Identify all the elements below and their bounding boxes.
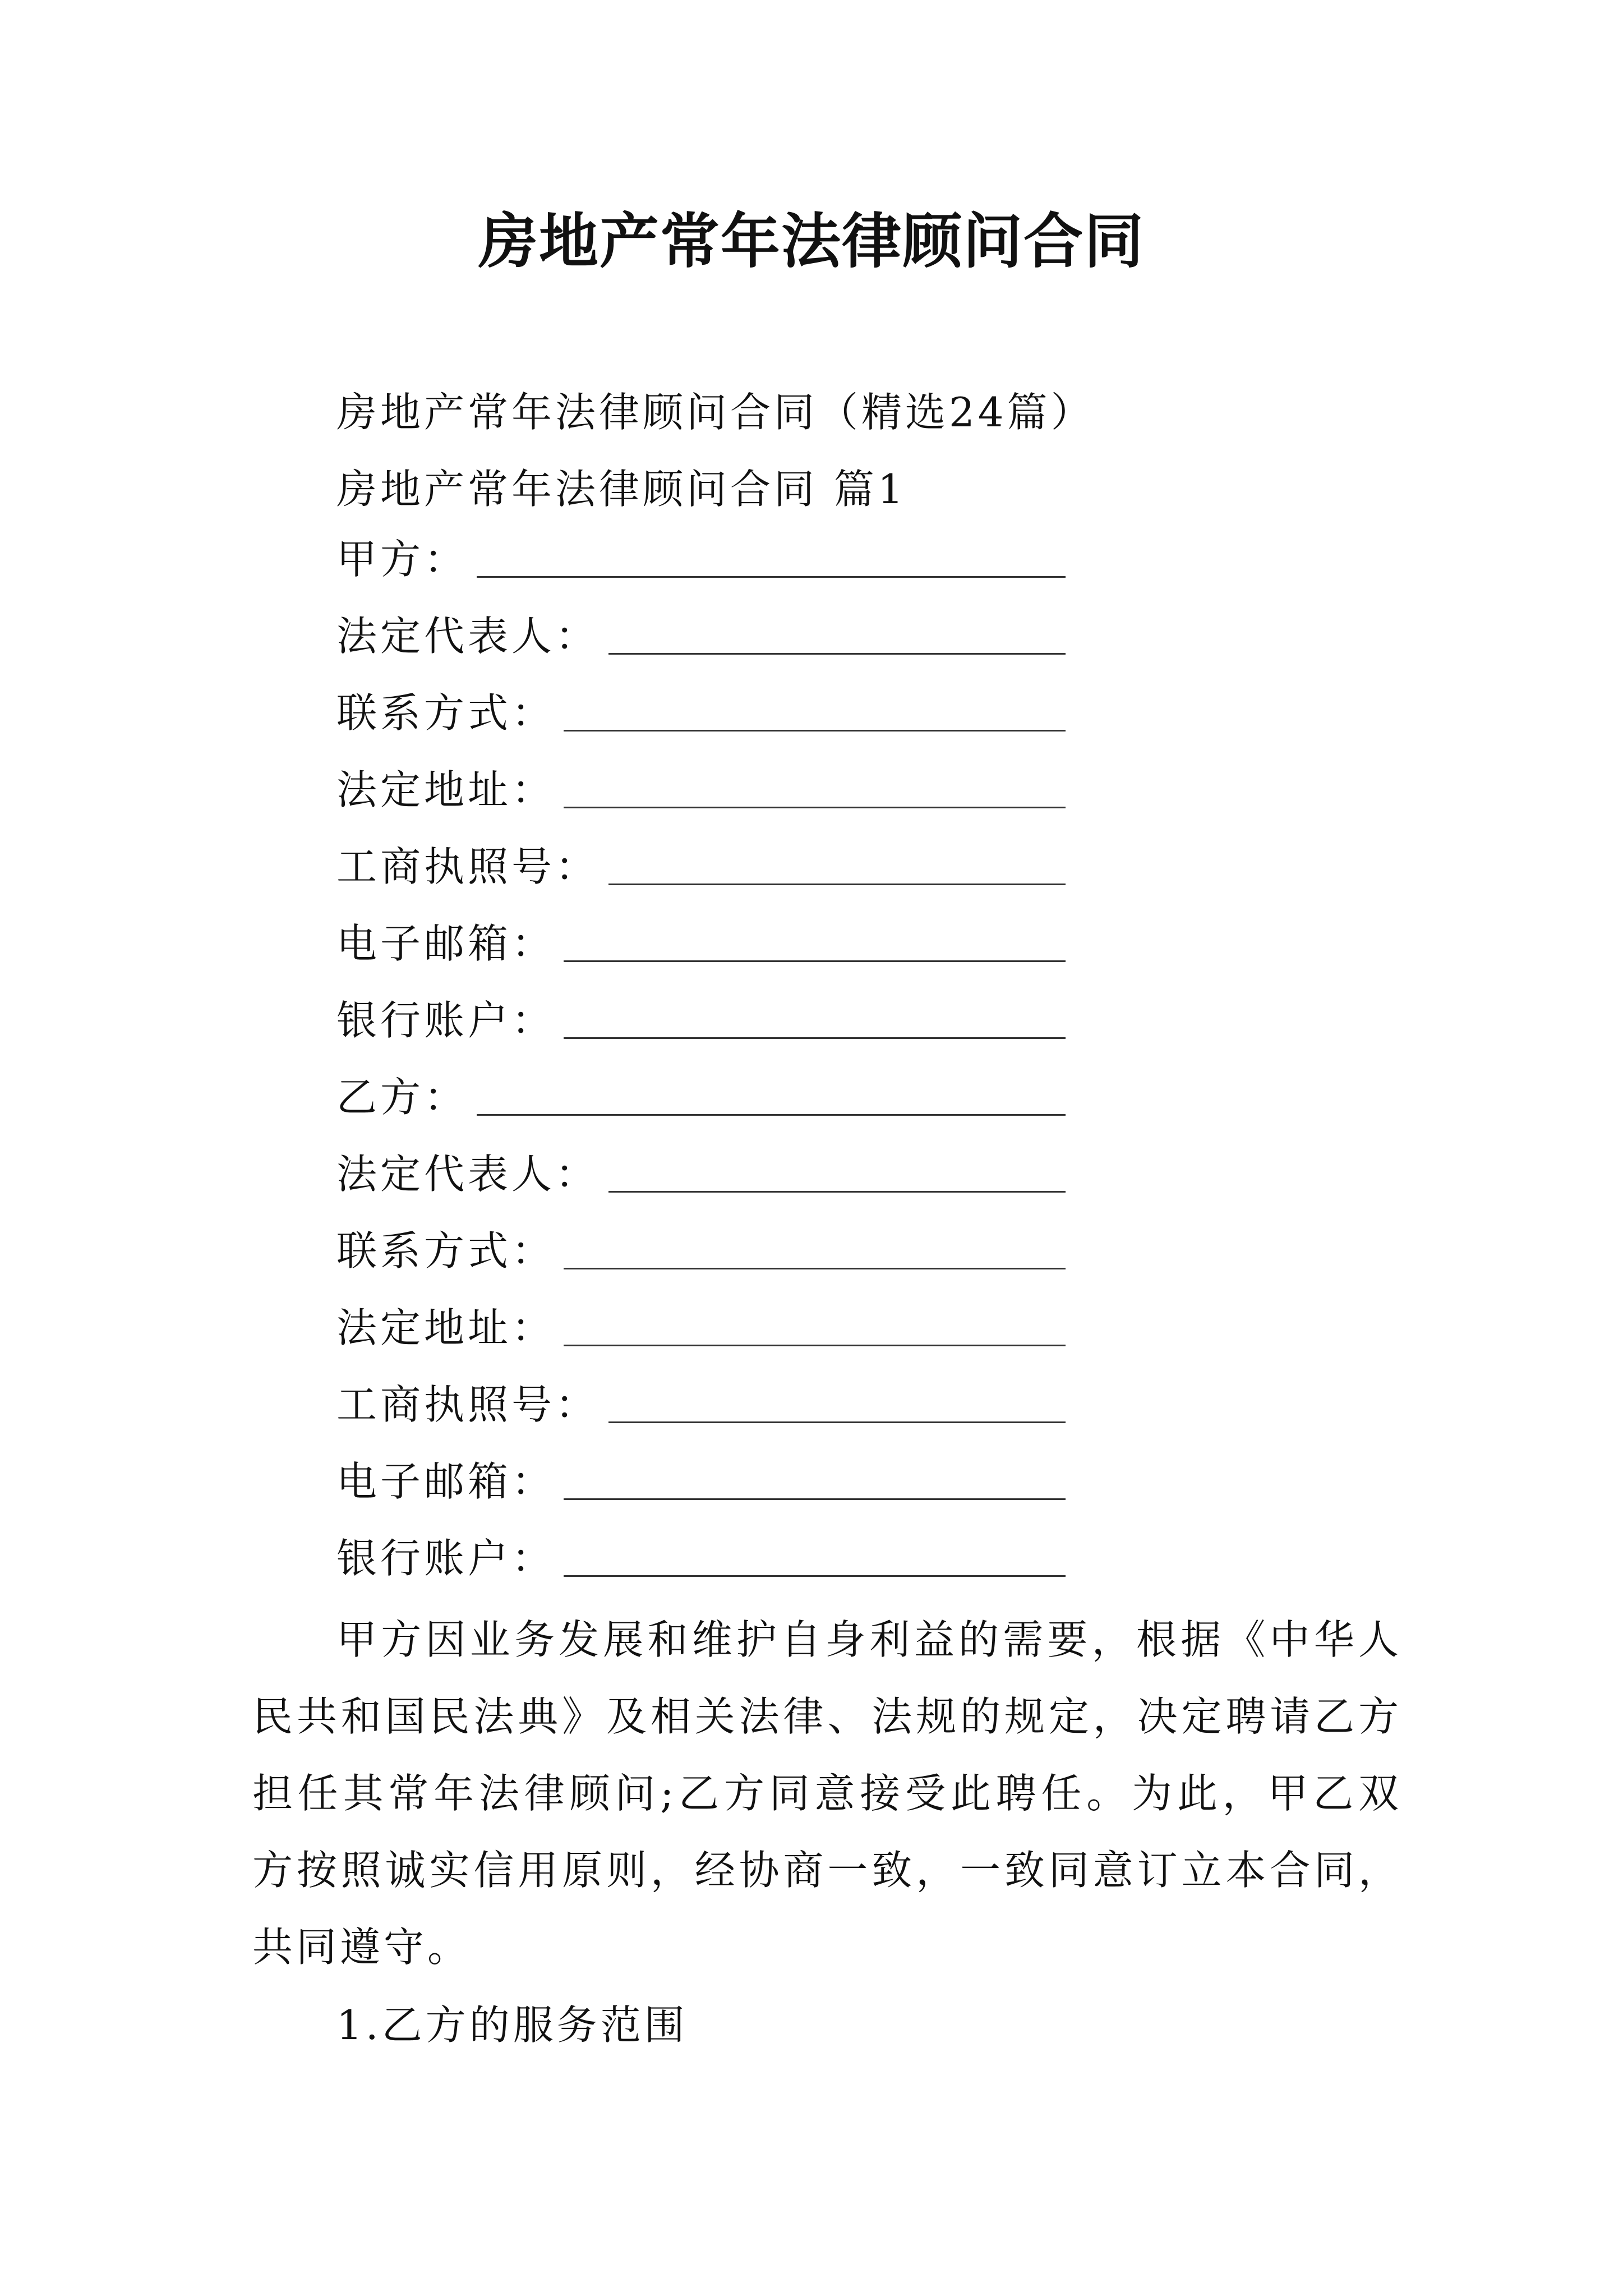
party-b-email-label: 电子邮箱： xyxy=(336,1458,556,1505)
party-b-name-field xyxy=(336,1073,1066,1129)
party-a-email-field xyxy=(336,919,1066,976)
party-b-rep-label: 法定代表人： xyxy=(336,1151,600,1198)
party-a-address-label: 法定地址： xyxy=(336,766,556,813)
intro-paragraph: 甲方因业务发展和维护自身利益的需要，根据《中华人民共和国民法典》及相关法律、法规的规定，决定聘请乙方担任其常年法律顾问;乙方同意接受此聘任。为此，甲乙双方按照诚实信用原则，经协商一致，一致同意订立本合同，共同遵守。 xyxy=(252,1616,1402,1971)
party-a-bank-label: 银行账户： xyxy=(336,997,556,1044)
party-a-license-label: 工商执照号： xyxy=(336,843,600,890)
party-b-license-field xyxy=(336,1381,1066,1437)
party-a-rep-blank xyxy=(608,653,1066,655)
party-b-rep-field xyxy=(336,1150,1066,1206)
party-a-license-blank xyxy=(608,884,1066,885)
party-a-license-field xyxy=(336,843,1066,899)
party-a-contact-label: 联系方式： xyxy=(336,689,556,737)
party-b-contact-label: 联系方式： xyxy=(336,1227,556,1274)
party-b-contact-field xyxy=(336,1227,1066,1283)
party-a-name-blank xyxy=(477,576,1066,578)
section-title: 房地产常年法律顾问合同 篇1 xyxy=(336,466,907,513)
party-b-bank-blank xyxy=(564,1575,1066,1577)
party-a-rep-label: 法定代表人： xyxy=(336,613,600,660)
document-subtitle: 房地产常年法律顾问合同（精选24篇） xyxy=(336,389,1095,436)
party-a-contact-field xyxy=(336,689,1066,745)
party-b-email-blank xyxy=(564,1498,1066,1500)
party-b-rep-blank xyxy=(608,1191,1066,1193)
document-title: 房地产常年法律顾问合同 xyxy=(478,206,1145,276)
party-a-rep-field xyxy=(336,612,1066,668)
party-a-name-field xyxy=(336,535,1066,591)
clause-1-heading: 1.乙方的服务范围 xyxy=(336,2001,688,2049)
party-b-address-blank xyxy=(564,1345,1066,1346)
party-a-name-label: 甲方： xyxy=(336,536,468,583)
party-b-bank-field xyxy=(336,1534,1066,1590)
party-b-contact-blank xyxy=(564,1268,1066,1269)
party-b-license-label: 工商执照号： xyxy=(336,1381,600,1428)
party-a-email-label: 电子邮箱： xyxy=(336,920,556,967)
party-b-license-blank xyxy=(608,1421,1066,1423)
party-a-address-blank xyxy=(564,807,1066,808)
party-b-name-blank xyxy=(477,1114,1066,1116)
party-a-bank-field xyxy=(336,996,1066,1052)
party-b-address-label: 法定地址： xyxy=(336,1304,556,1351)
party-b-name-label: 乙方： xyxy=(336,1074,468,1121)
party-b-email-field xyxy=(336,1457,1066,1513)
party-a-address-field xyxy=(336,766,1066,822)
party-a-email-blank xyxy=(564,960,1066,962)
party-a-bank-blank xyxy=(564,1037,1066,1039)
party-b-bank-label: 银行账户： xyxy=(336,1535,556,1582)
party-b-address-field xyxy=(336,1304,1066,1360)
party-a-contact-blank xyxy=(564,730,1066,731)
